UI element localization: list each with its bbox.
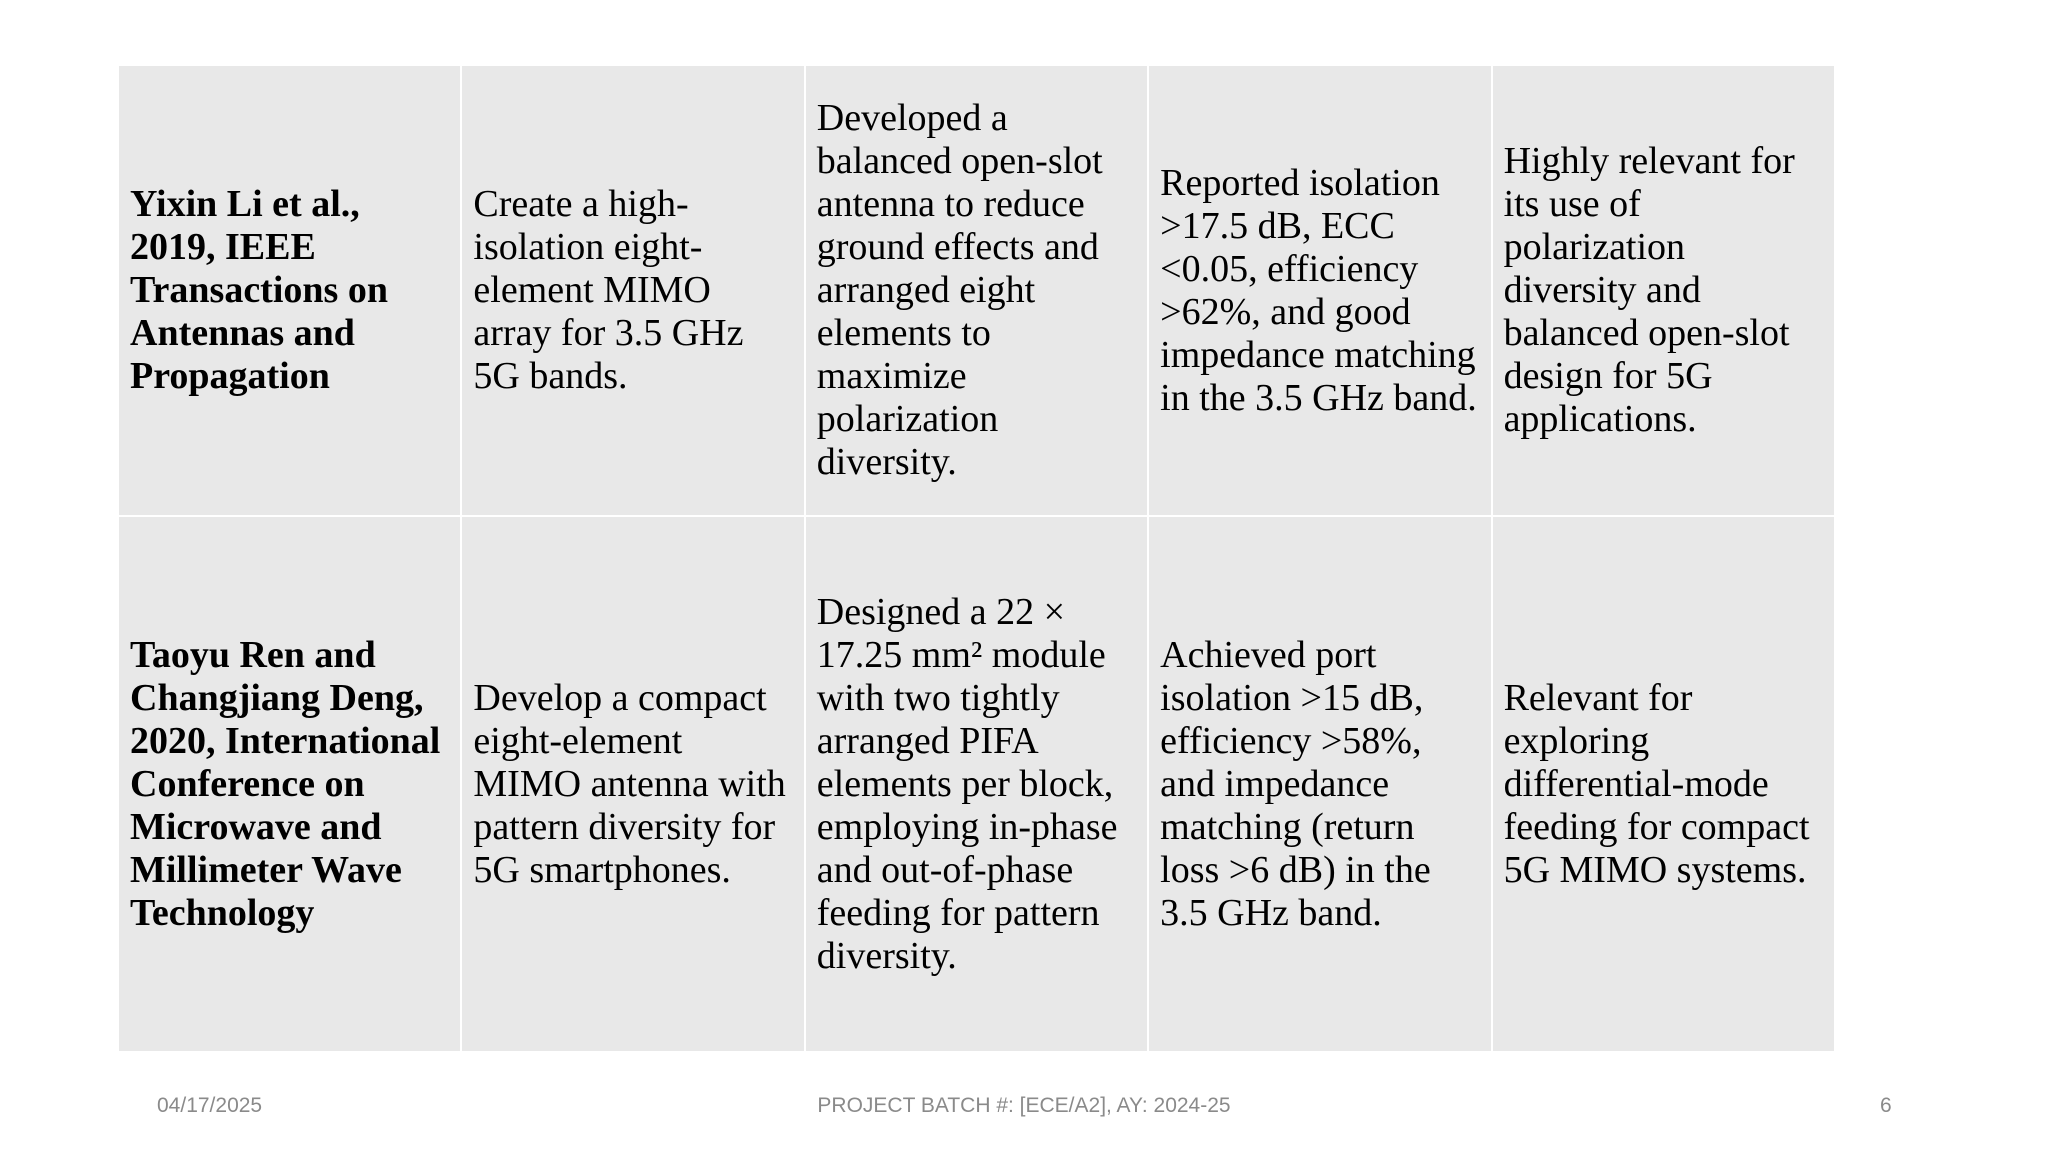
results-cell: Reported isolation >17.5 dB, ECC <0.05, efficiency >62%, and good impedance matching in the 3.5 GHz band. [1148, 65, 1491, 516]
footer-batch: PROJECT BATCH #: [ECE/A2], AY: 2024-25 [817, 1094, 1231, 1117]
literature-table [117, 64, 1836, 1053]
relevance-cell: Relevant for exploring differential-mode feeding for compact 5G MIMO systems. [1492, 516, 1835, 1052]
relevance-cell: Highly relevant for its use of polarization diversity and balanced open-slot design for 5G applications. [1492, 65, 1835, 516]
method-cell: Designed a 22 × 17.25 mm² module with two tightly arranged PIFA elements per block, employing in-phase and out-of-phase feeding for pattern diversity. [805, 516, 1148, 1052]
author-cell: Yixin Li et al., 2019, IEEE Transactions on Antennas and Propagation [118, 65, 461, 516]
table-row [118, 516, 1835, 1052]
footer-date: 04/17/2025 [157, 1094, 263, 1117]
results-cell: Achieved port isolation >15 dB, efficiency >58%, and impedance matching (return loss >6 dB) in the 3.5 GHz band. [1148, 516, 1491, 1052]
author-cell: Taoyu Ren and Changjiang Deng, 2020, International Conference on Microwave and Millimeter Wave Technology [118, 516, 461, 1052]
table-row [118, 65, 1835, 516]
method-cell: Developed a balanced open-slot antenna to reduce ground effects and arranged eight elements to maximize polarization diversity. [805, 65, 1148, 516]
objective-cell: Develop a compact eight-element MIMO antenna with pattern diversity for 5G smartphones. [461, 516, 804, 1052]
footer-page-number: 6 [1880, 1094, 1892, 1117]
objective-cell: Create a high-isolation eight-element MIMO array for 3.5 GHz 5G bands. [461, 65, 804, 516]
